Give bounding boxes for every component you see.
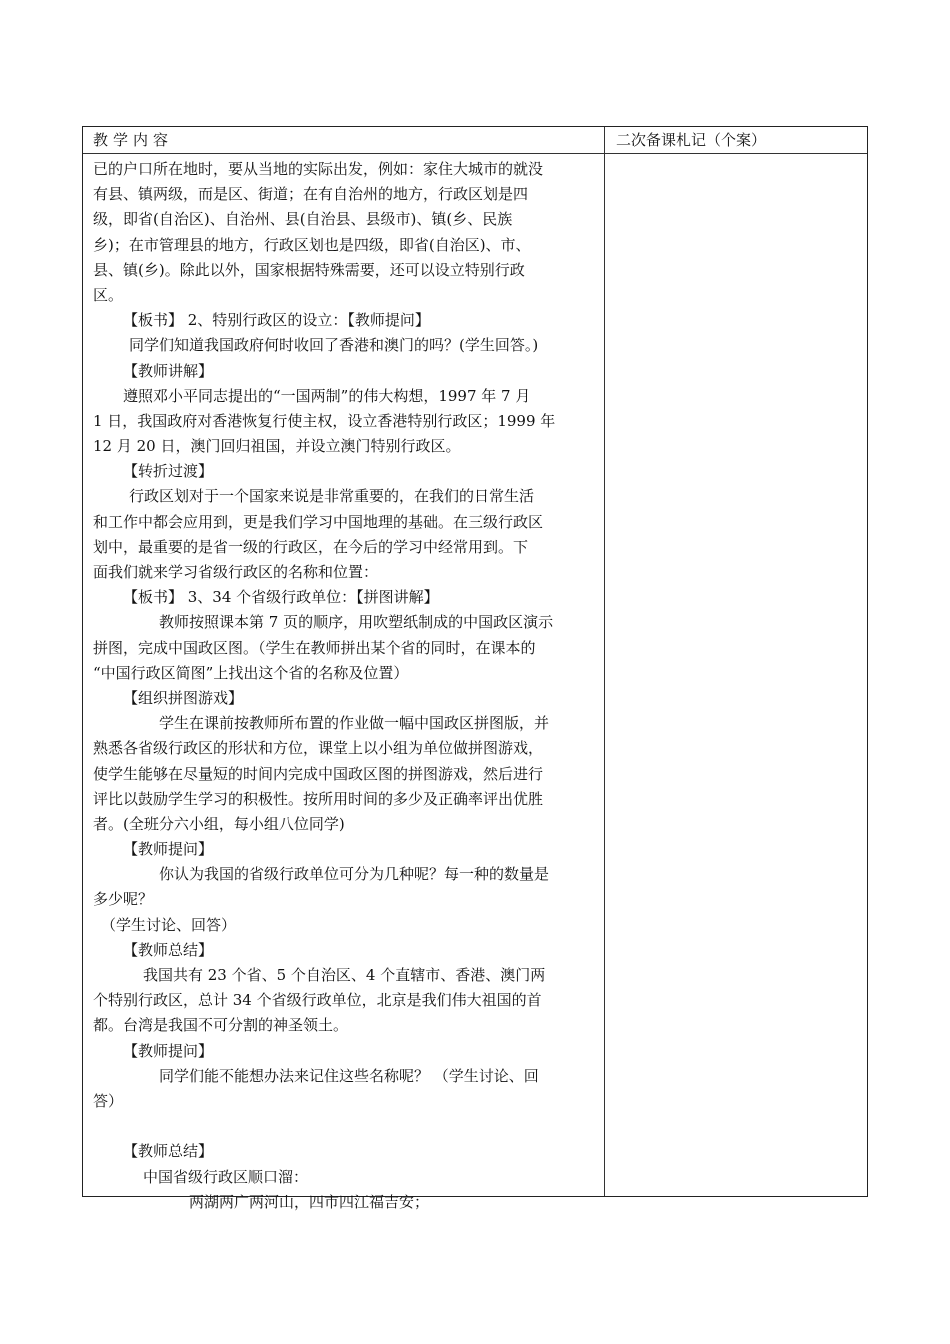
text-line: 已的户口所在地时，要从当地的实际出发，例如：家住大城市的就没 [93,160,544,178]
text-line: 中国省级行政区顺口溜： [143,1167,309,1186]
section-tag: 【教师提问】 [123,840,214,859]
text-line: 多少呢？ [93,890,154,909]
section-tag: 【教师总结】 [123,940,214,959]
text-line: 同学们知道我国政府何时收回了香港和澳门的吗？(学生回答。) [129,336,539,355]
column-divider [604,127,605,1196]
text-line: 区。 [93,285,124,304]
text-line: 教师按照课本第 7 页的顺序，用吹塑纸制成的中国政区演示 [159,613,554,632]
header-divider [83,153,867,154]
text-line: 和工作中都会应用到，更是我们学习中国地理的基础。在三级行政区 [93,512,544,531]
text-line: 遵照邓小平同志提出的“一国两制”的伟大构想，1997 年 7 月 [123,386,531,405]
board-heading: 【板书】 2、特别行政区的设立：【教师提问】 [123,311,430,330]
text-line: 级，即省(自治区)、自治州、县(自治县、县级市)、镇(乡、民族 [93,210,513,229]
text-line: 划中，最重要的是省一级的行政区，在今后的学习中经常用到。下 [93,537,529,556]
text-line: 县、镇(乡)。除此以外，国家根据特殊需要，还可以设立特别行政 [93,260,525,279]
text-line: 1 日，我国政府对香港恢复行使主权，设立香港特别行政区；1999 年 [93,411,556,430]
header-secondary-notes: 二次备课札记（个案） [616,131,767,149]
section-tag: 【教师提问】 [123,1041,214,1060]
rhyme-line: 两湖两广两河山，四市四江福吉安； [189,1192,430,1211]
text-line: （学生讨论、回答） [101,915,237,934]
section-tag: 【转折过渡】 [123,462,214,481]
text-line: 个特别行政区，总计 34 个省级行政单位，北京是我们伟大祖国的首 [93,991,542,1010]
teaching-content-text [93,157,598,1215]
text-line: 我国共有 23 个省、5 个自治区、4 个直辖市、香港、澳门两 [143,966,546,984]
text-line: 者。(全班分六小组，每小组八位同学) [93,814,345,833]
text-line: “中国行政区简图”上找出这个省的名称及位置） [93,663,409,682]
lesson-plan-table [82,126,868,1211]
header-teaching-content: 教学内容 [93,131,174,149]
text-line: 拼图，完成中国政区图。（学生在教师拼出某个省的同时，在课本的 [93,638,536,657]
text-line: 面我们就来学习省级行政区的名称和位置： [93,563,379,581]
text-line: 都。台湾是我国不可分割的神圣领土。 [93,1016,349,1035]
text-line: 行政区划对于一个国家来说是非常重要的，在我们的日常生活 [129,487,535,506]
text-line: 使学生能够在尽量短的时间内完成中国政区图的拼图游戏，然后进行 [93,764,544,783]
blank-line [93,1114,598,1139]
section-tag: 【教师讲解】 [123,361,214,380]
text-line: 熟悉各省级行政区的形状和方位，课堂上以小组为单位做拼图游戏， [93,739,544,758]
text-line: 有县、镇两级，而是区、街道；在有自治州的地方，行政区划是四 [93,185,529,204]
text-line: 评比以鼓励学生学习的积极性。按所用时间的多少及正确率评出优胜 [93,789,544,808]
section-tag: 【教师总结】 [123,1142,214,1161]
text-line: 你认为我国的省级行政单位可分为几种呢？每一种的数量是 [159,865,550,884]
text-line: 答） [93,1091,124,1110]
text-line: 学生在课前按教师所布置的作业做一幅中国政区拼图版，并 [159,714,550,733]
text-line: 同学们能不能想办法来记住这些名称呢？ （学生讨论、回 [159,1066,539,1085]
text-line: 12 月 20 日，澳门回归祖国，并设立澳门特别行政区。 [93,437,461,456]
text-line: 乡)；在市管理县的地方，行政区划也是四级，即省(自治区)、市、 [93,235,531,254]
section-tag: 【组织拼图游戏】 [123,688,244,707]
board-heading: 【板书】 3、34 个省级行政单位：【拼图讲解】 [123,588,439,607]
